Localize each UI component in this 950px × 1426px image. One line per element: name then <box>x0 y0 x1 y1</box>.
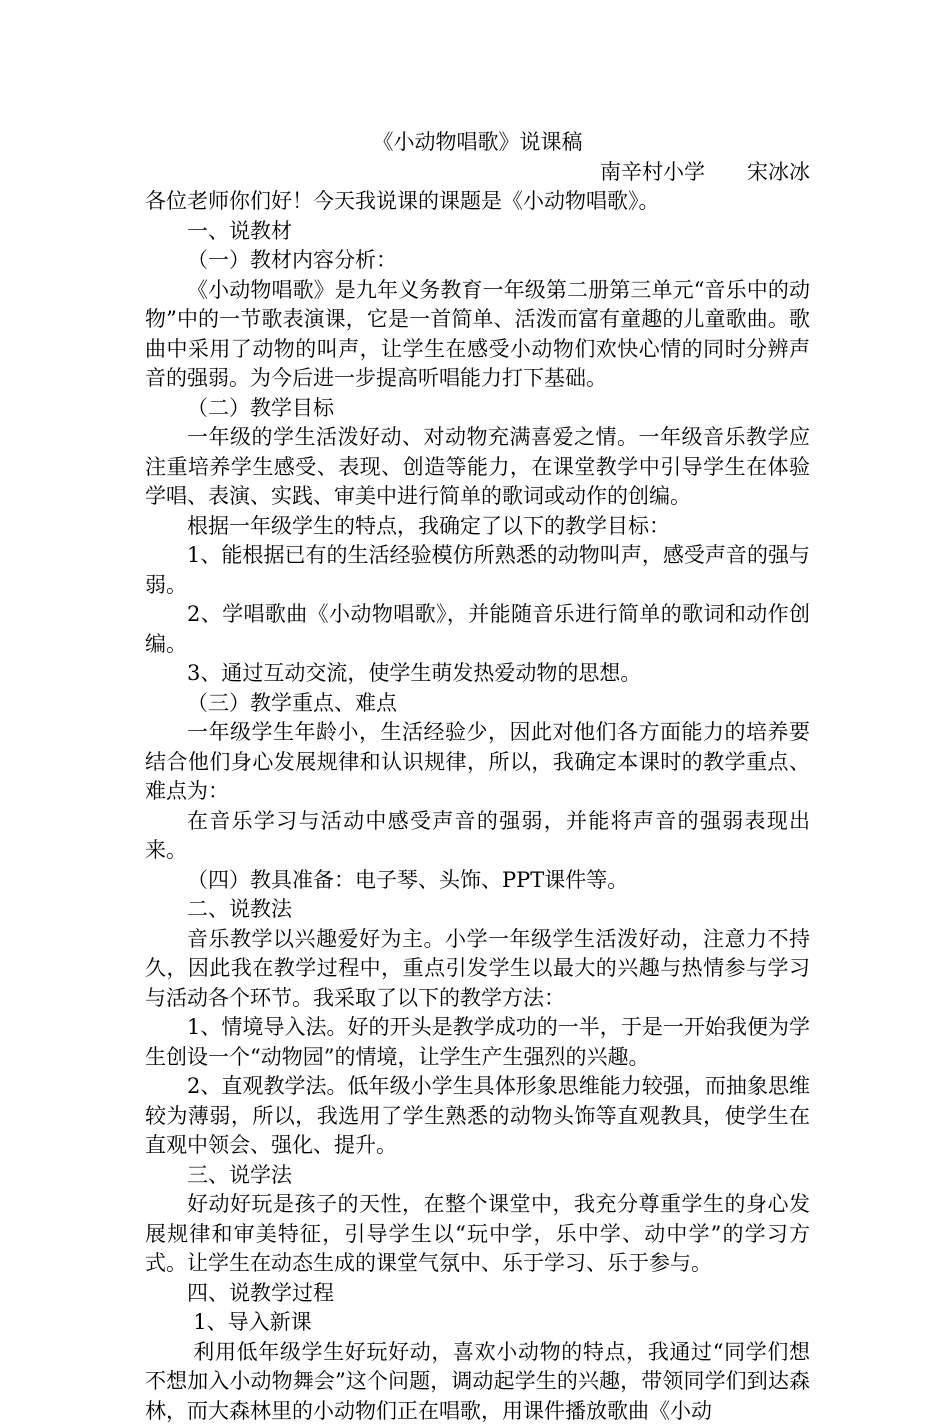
paragraph: 好动好玩是孩子的天性，在整个课堂中，我充分尊重学生的身心发展规律和审美特征，引导学生以“玩中学，乐中学、动中学”的学习方式。让学生在动态生成的课堂气氛中、乐于学习、乐于参与。 <box>145 1190 810 1279</box>
paragraph: 1、导入新课 <box>145 1308 810 1338</box>
paragraph: 一年级的学生活泼好动、对动物充满喜爱之情。一年级音乐教学应注重培养学生感受、表现、创造等能力，在课堂教学中引导学生在体验学唱、表演、实践、审美中进行简单的歌词或动作的创编。 <box>145 423 810 512</box>
paragraph: 一、说教材 <box>145 217 810 247</box>
paragraph: 利用低年级学生好玩好动，喜欢小动物的特点，我通过“同学们想不想加入小动物舞会”这个问题，调动起学生的兴趣，带领同学们到达森林，而大森林里的小动物们正在唱歌，用课件播放歌曲《小动 <box>145 1338 810 1426</box>
paragraph: （一）教材内容分析： <box>145 246 810 276</box>
paragraph: 二、说教法 <box>145 895 810 925</box>
document-body <box>145 128 810 1426</box>
paragraph: 四、说教学过程 <box>145 1279 810 1309</box>
paragraph: 三、说学法 <box>145 1161 810 1191</box>
paragraph: 音乐教学以兴趣爱好为主。小学一年级学生活泼好动，注意力不持久，因此我在教学过程中，重点引发学生以最大的兴趣与热情参与学习与活动各个环节。我采取了以下的教学方法： <box>145 925 810 1014</box>
paragraph: 3、通过互动交流，使学生萌发热爱动物的思想。 <box>145 659 810 689</box>
paragraph: （四）教具准备：电子琴、头饰、PPT课件等。 <box>145 866 810 896</box>
paragraph: 根据一年级学生的特点，我确定了以下的教学目标： <box>145 512 810 542</box>
paragraph: 2、直观教学法。低年级小学生具体形象思维能力较强，而抽象思维较为薄弱，所以，我选用了学生熟悉的动物头饰等直观教具，使学生在直观中领会、强化、提升。 <box>145 1072 810 1161</box>
document-title: 《小动物唱歌》说课稿 <box>145 128 810 158</box>
paragraph: 1、情境导入法。好的开头是教学成功的一半，于是一开始我便为学生创设一个“动物园”的情境，让学生产生强烈的兴趣。 <box>145 1013 810 1072</box>
paragraph: 2、学唱歌曲《小动物唱歌》，并能随音乐进行简单的歌词和动作创编。 <box>145 600 810 659</box>
document-author: 南辛村小学 宋冰冰 <box>145 158 810 188</box>
paragraph: 各位老师你们好！今天我说课的课题是《小动物唱歌》。 <box>145 187 810 217</box>
paragraph: 《小动物唱歌》是九年义务教育一年级第二册第三单元“音乐中的动物”中的一节歌表演课，它是一首简单、活泼而富有童趣的儿童歌曲。歌曲中采用了动物的叫声，让学生在感受小动物们欢快心情的同时分辨声音的强弱。为今后进一步提高听唱能力打下基础。 <box>145 276 810 394</box>
paragraph: 在音乐学习与活动中感受声音的强弱，并能将声音的强弱表现出来。 <box>145 807 810 866</box>
paragraph: （二）教学目标 <box>145 394 810 424</box>
paragraph: 一年级学生年龄小，生活经验少，因此对他们各方面能力的培养要结合他们身心发展规律和认识规律，所以，我确定本课时的教学重点、难点为： <box>145 718 810 807</box>
paragraph: 1、能根据已有的生活经验模仿所熟悉的动物叫声，感受声音的强与弱。 <box>145 541 810 600</box>
paragraph: （三）教学重点、难点 <box>145 689 810 719</box>
paragraph-list <box>145 187 810 1426</box>
